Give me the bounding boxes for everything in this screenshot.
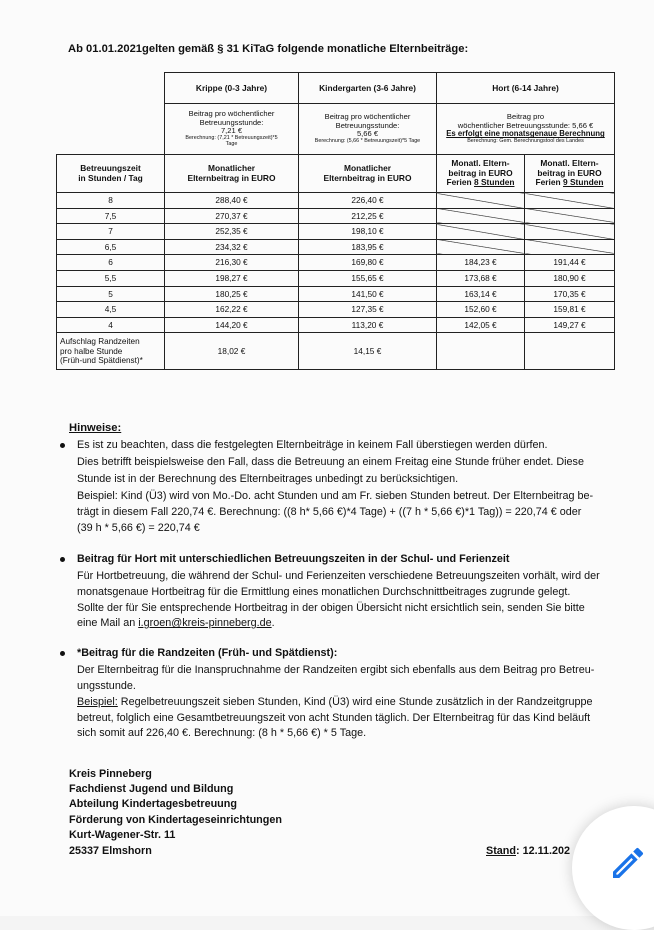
column-header-hort-8h: Monatl. Eltern- beitrag in EURO Ferien 8 Stunden: [437, 155, 525, 193]
pencil-icon: [608, 843, 648, 883]
signature-line: Förderung von Kindertageseinrichtungen: [69, 814, 282, 826]
table-row: 6 216,30 € 169,80 € 184,23 € 191,44 €: [57, 255, 615, 271]
notes-title: Hinweise:: [69, 422, 122, 434]
group-hort-header: Hort (6-14 Jahre): [437, 73, 615, 104]
column-header-kindergarten: Monatlicher Elternbeitrag in EURO: [299, 155, 437, 193]
surcharge-label: Aufschlag Randzeiten pro halbe Stunde (Früh-und Spätdienst)*: [57, 333, 165, 370]
notes-section: Hinweise: Es ist zu beachten, dass die festgelegten Elternbeiträge in keinem Fall überstiegen werden dürfen. Dies betrifft beispielsweise den Fall, dass die Betreuung an einem Freitag eine Stunde früher endet. Diese Stunde ist in der Berechnung des Elternbeitrages unbedingt zu berücksichtigen. Beispiel: Kind (Ü3) wird von Mo.-Do. acht Stunden und am Fr. sieben Stunden betreut. Der Elternbeitrag be- trägt in diesem Fall 220,74 €. Berechnung: ((8 h* 5,66 €)*4 Tage) + ((7 h * 5,66 €)*1 Tag)) = 220,74 € oder (39 h * 5,66 €) = 220,74 € Beitrag für Hort mit unterschiedlichen Betreuungszeiten in der Schul- und Ferienzeit Für Hortbetreuung, die während der Schul- und Ferienzeiten verschiedene Betreuungszeiten vorhält, wird der monatsgenaue Hortbeitrag für die Ermittlung eines monatlichen Durchschnittbeitrages zugrunde gelegt. Sollte der für Sie entsprechende Hortbeitrag in der obigen Übersicht nicht ersichtlich sein, senden Sie bitte eine Mail an i.groen@kreis-pinneberg.de. *Beitrag für die Randzeiten (Früh- und Spätdienst): Der Elternbeitrag für die Inanspruchnahme der Randzeiten ergibt sich ebenfalls aus dem Beitrag pro Betreu- ungsstunde. Beispiel: Regelbetreuungszeit sieben Stunden, Kind (Ü3) wird eine Stunde zusätzlich in der Randzeitgruppe betreut, folglich eine Gesamtbetreuungszeit von acht Stunden täglich. Der Elternbeitrag für das Kind beläuft sich somit auf 226,40 €. Berechnung: (8 h * 5,66 €) * 5 Tage.: [0, 0, 654, 916]
table-row: 5,5 198,27 € 155,65 € 173,68 € 180,90 €: [57, 270, 615, 286]
note-hort-title: Beitrag für Hort mit unterschiedlichen Betreuungszeiten in der Schul- und Ferienzeit: [77, 553, 510, 565]
hort-info: Beitrag pro wöchentlicher Betreuungsstunde: 5,66 € Es erfolgt eine monatsgenaue Berechnung Berechnung: Gem. Berechnungstool des Landes: [437, 104, 615, 155]
signature-line: 25337 Elmshorn: [69, 845, 152, 857]
bullet-icon: [60, 651, 65, 656]
note-randzeiten-title: *Beitrag für die Randzeiten (Früh- und Spätdienst):: [77, 647, 338, 659]
table-row: 7,5 270,37 € 212,25 €: [57, 208, 615, 224]
document-heading: Ab 01.01.2021gelten gemäß § 31 KiTaG folgende monatliche Elternbeiträge:: [68, 43, 469, 55]
signature-line: Kurt-Wagener-Str. 11: [69, 829, 176, 841]
table-row: 6,5 234,32 € 183,95 €: [57, 239, 615, 255]
table-row: 4,5 162,22 € 127,35 € 152,60 € 159,81 €: [57, 302, 615, 318]
table-row: 4 144,20 € 113,20 € 142,05 € 149,27 €: [57, 317, 615, 333]
table-row: 8 288,40 € 226,40 €: [57, 193, 615, 209]
kindergarten-info: Beitrag pro wöchentlicher Betreuungsstunde: 5,66 € Berechnung: (5,66 * Betreuungszeit)*5 Tage: [299, 104, 437, 155]
column-header-hort-9h: Monatl. Eltern- beitrag in EURO Ferien 9 Stunden: [525, 155, 615, 193]
column-header-time: Betreuungszeit in Stunden / Tag: [57, 155, 165, 193]
column-header-krippe: Monatlicher Elternbeitrag in EURO: [165, 155, 299, 193]
table-row: 7 252,35 € 198,10 €: [57, 224, 615, 240]
group-kindergarten-header: Kindergarten (3-6 Jahre): [299, 73, 437, 104]
surcharge-kindergarten: 14,15 €: [299, 333, 437, 370]
surcharge-krippe: 18,02 €: [165, 333, 299, 370]
table-row: 5 180,25 € 141,50 € 163,14 € 170,35 €: [57, 286, 615, 302]
email-link[interactable]: i.groen@kreis-pinneberg.de: [138, 617, 272, 629]
signature-line: Kreis Pinneberg: [69, 768, 152, 780]
signature-line: Fachdienst Jugend und Bildung: [69, 783, 234, 795]
group-krippe-header: Krippe (0-3 Jahre): [165, 73, 299, 104]
bullet-icon: [60, 443, 65, 448]
bullet-icon: [60, 557, 65, 562]
signature-line: Abteilung Kindertagesbetreuung: [69, 798, 237, 810]
krippe-info: Beitrag pro wöchentlicher Betreuungsstunde: 7,21 € Berechnung: (7,21 * Betreuungszeit)*5 Tage: [165, 104, 299, 155]
stand-date: Stand: 12.11.202: [486, 845, 571, 857]
